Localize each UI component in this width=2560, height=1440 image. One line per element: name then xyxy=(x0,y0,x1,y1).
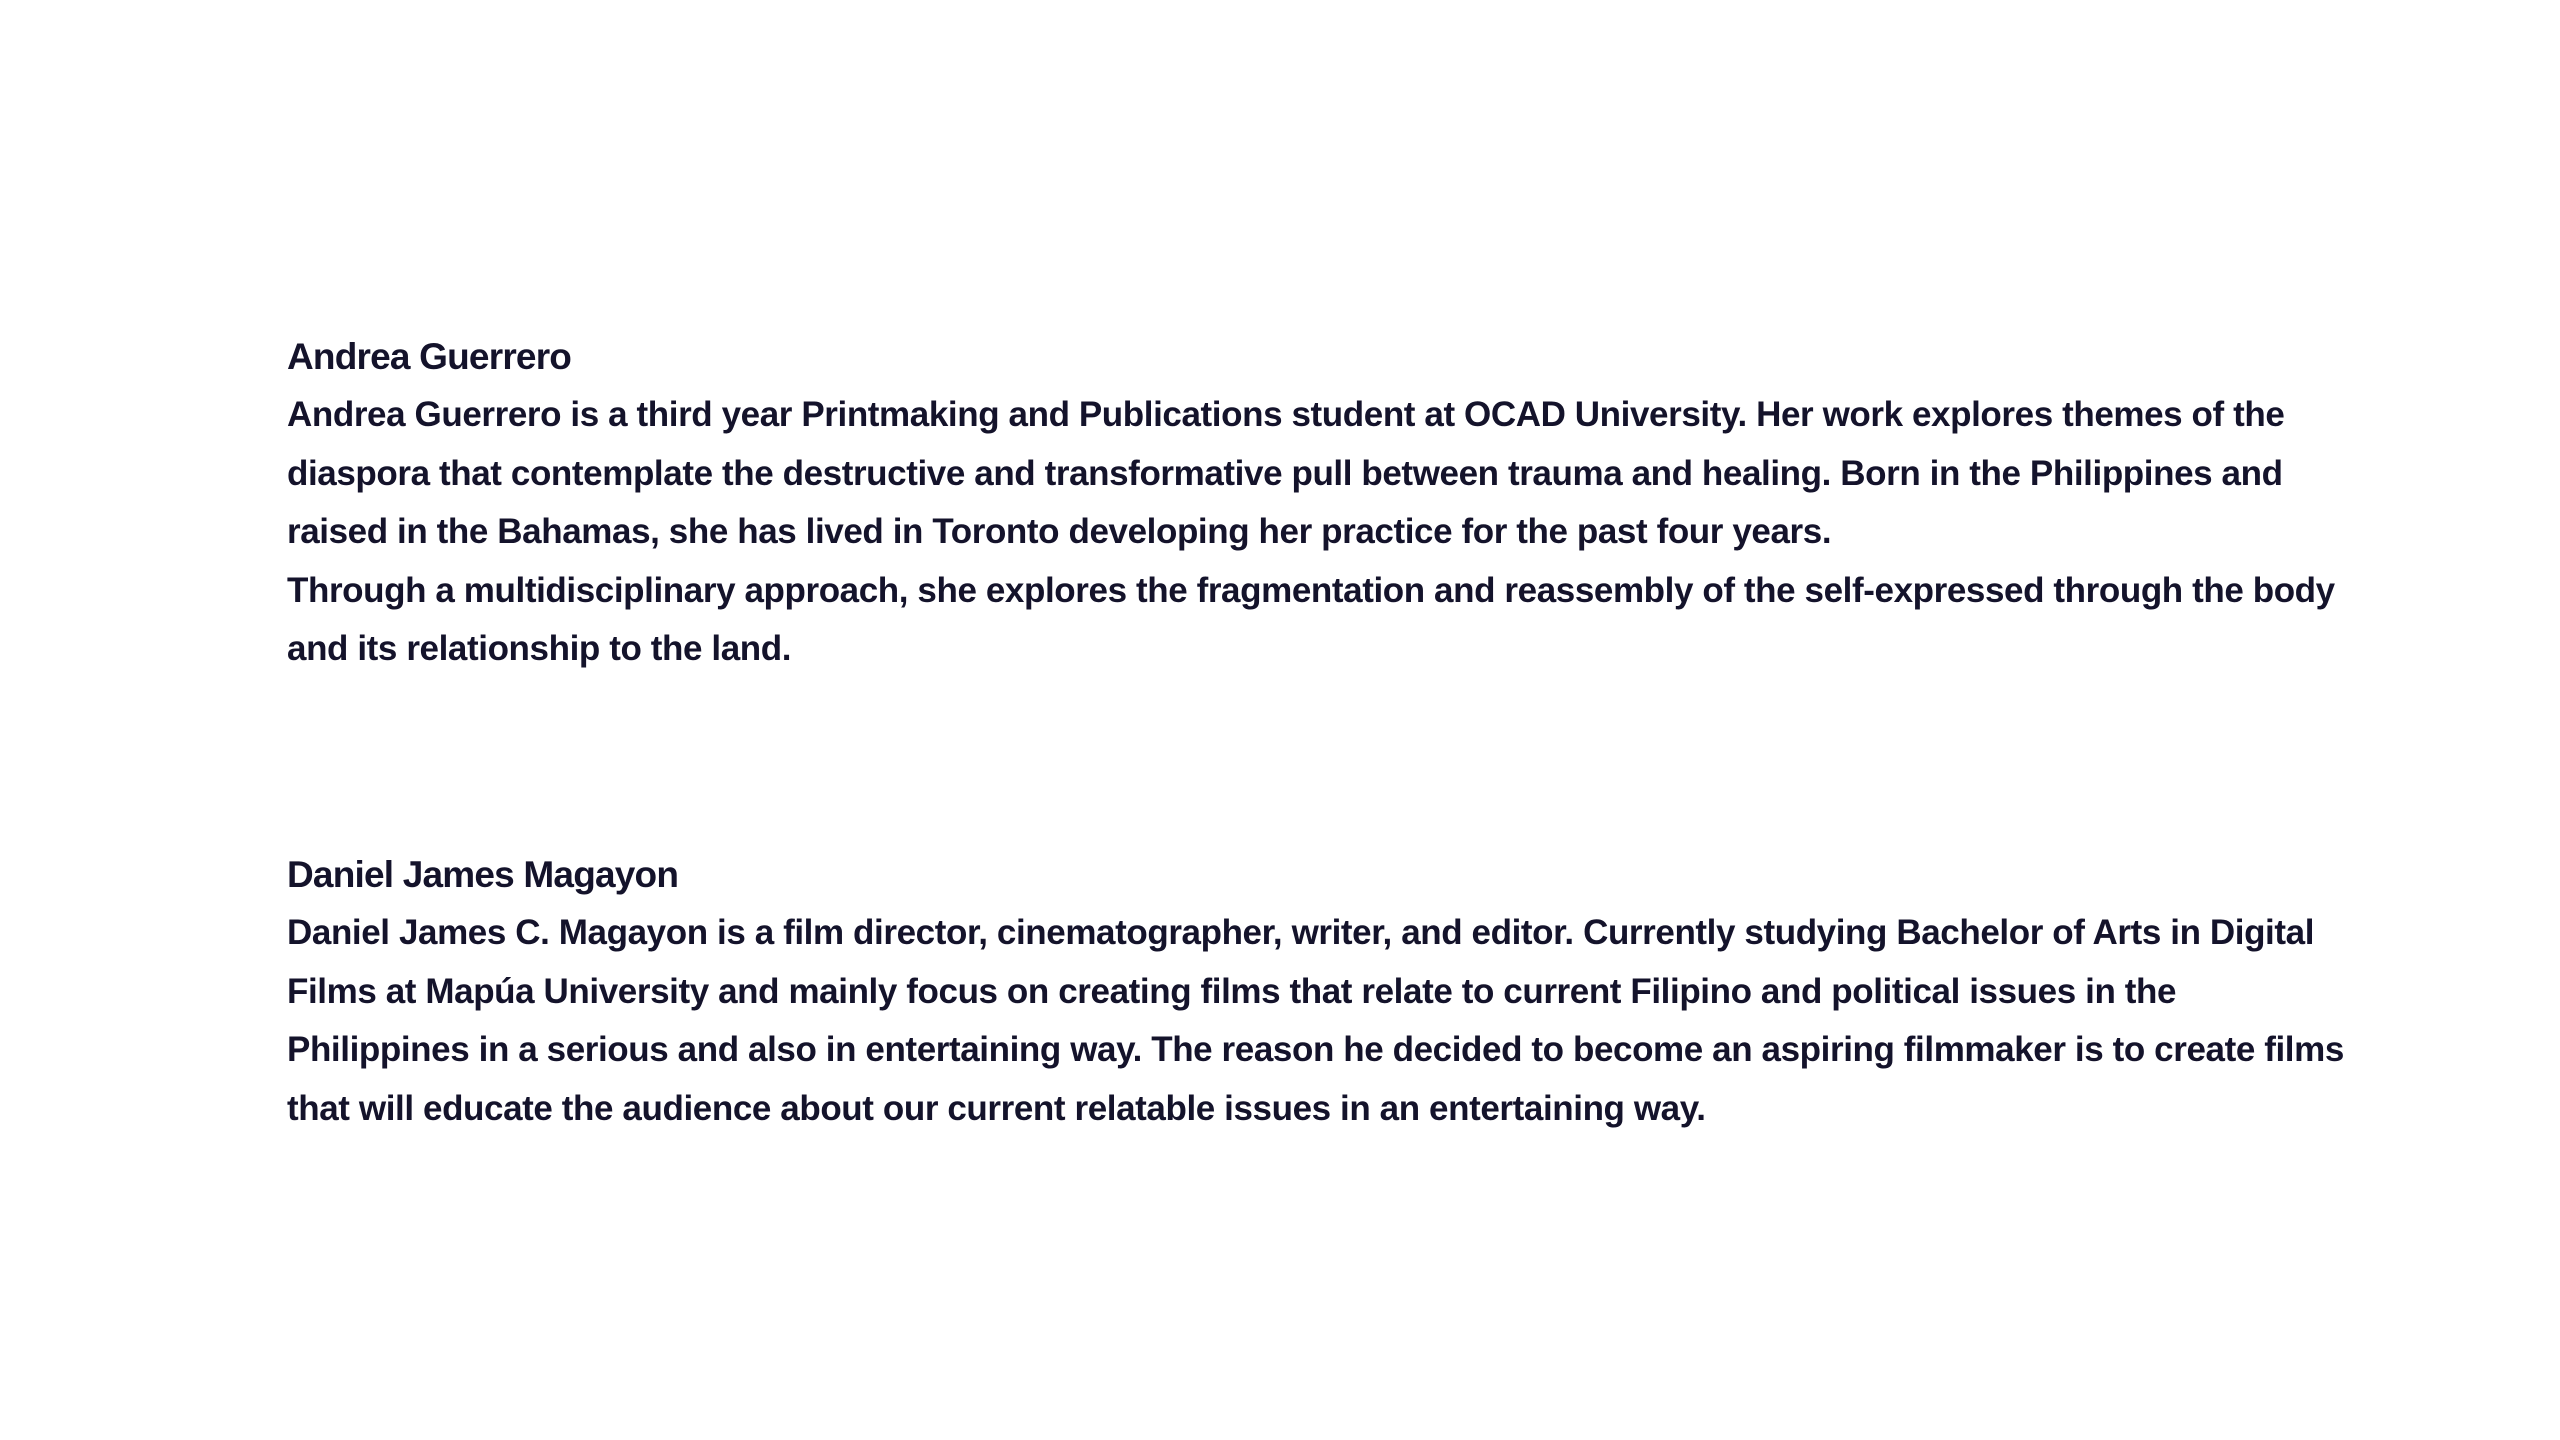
bio-paragraph: Andrea Guerrero is a third year Printmaking and Publications student at OCAD University. Her work explores themes of the diaspora that contemplate the destructive and transformative pull between trauma and healing. Born in the Philippines and raised in the Bahamas, she has lived in Toronto developing her practice for the past four years. xyxy=(287,395,2285,551)
bio-paragraph: Through a multidisciplinary approach, she explores the fragmentation and reassembly of the self-expressed through the body and its relationship to the land. xyxy=(287,570,2335,668)
bio-name: Daniel James Magayon xyxy=(287,854,679,895)
bio-name: Andrea Guerrero xyxy=(287,336,572,377)
bio-paragraph: Daniel James C. Magayon is a film director, cinematographer, writer, and editor. Currently studying Bachelor of Arts in Digital Films at Mapúa University and mainly focus on creating films that relate to current Filipino and political issues in the Philippines in a serious and also in entertaining way. The reason he decided to become an aspiring filmmaker is to create films that will educate the audience about our current relatable issues in an entertaining way. xyxy=(287,913,2344,1128)
bio-andrea-guerrero xyxy=(287,328,2347,679)
bio-daniel-james-magayon xyxy=(287,846,2347,1138)
